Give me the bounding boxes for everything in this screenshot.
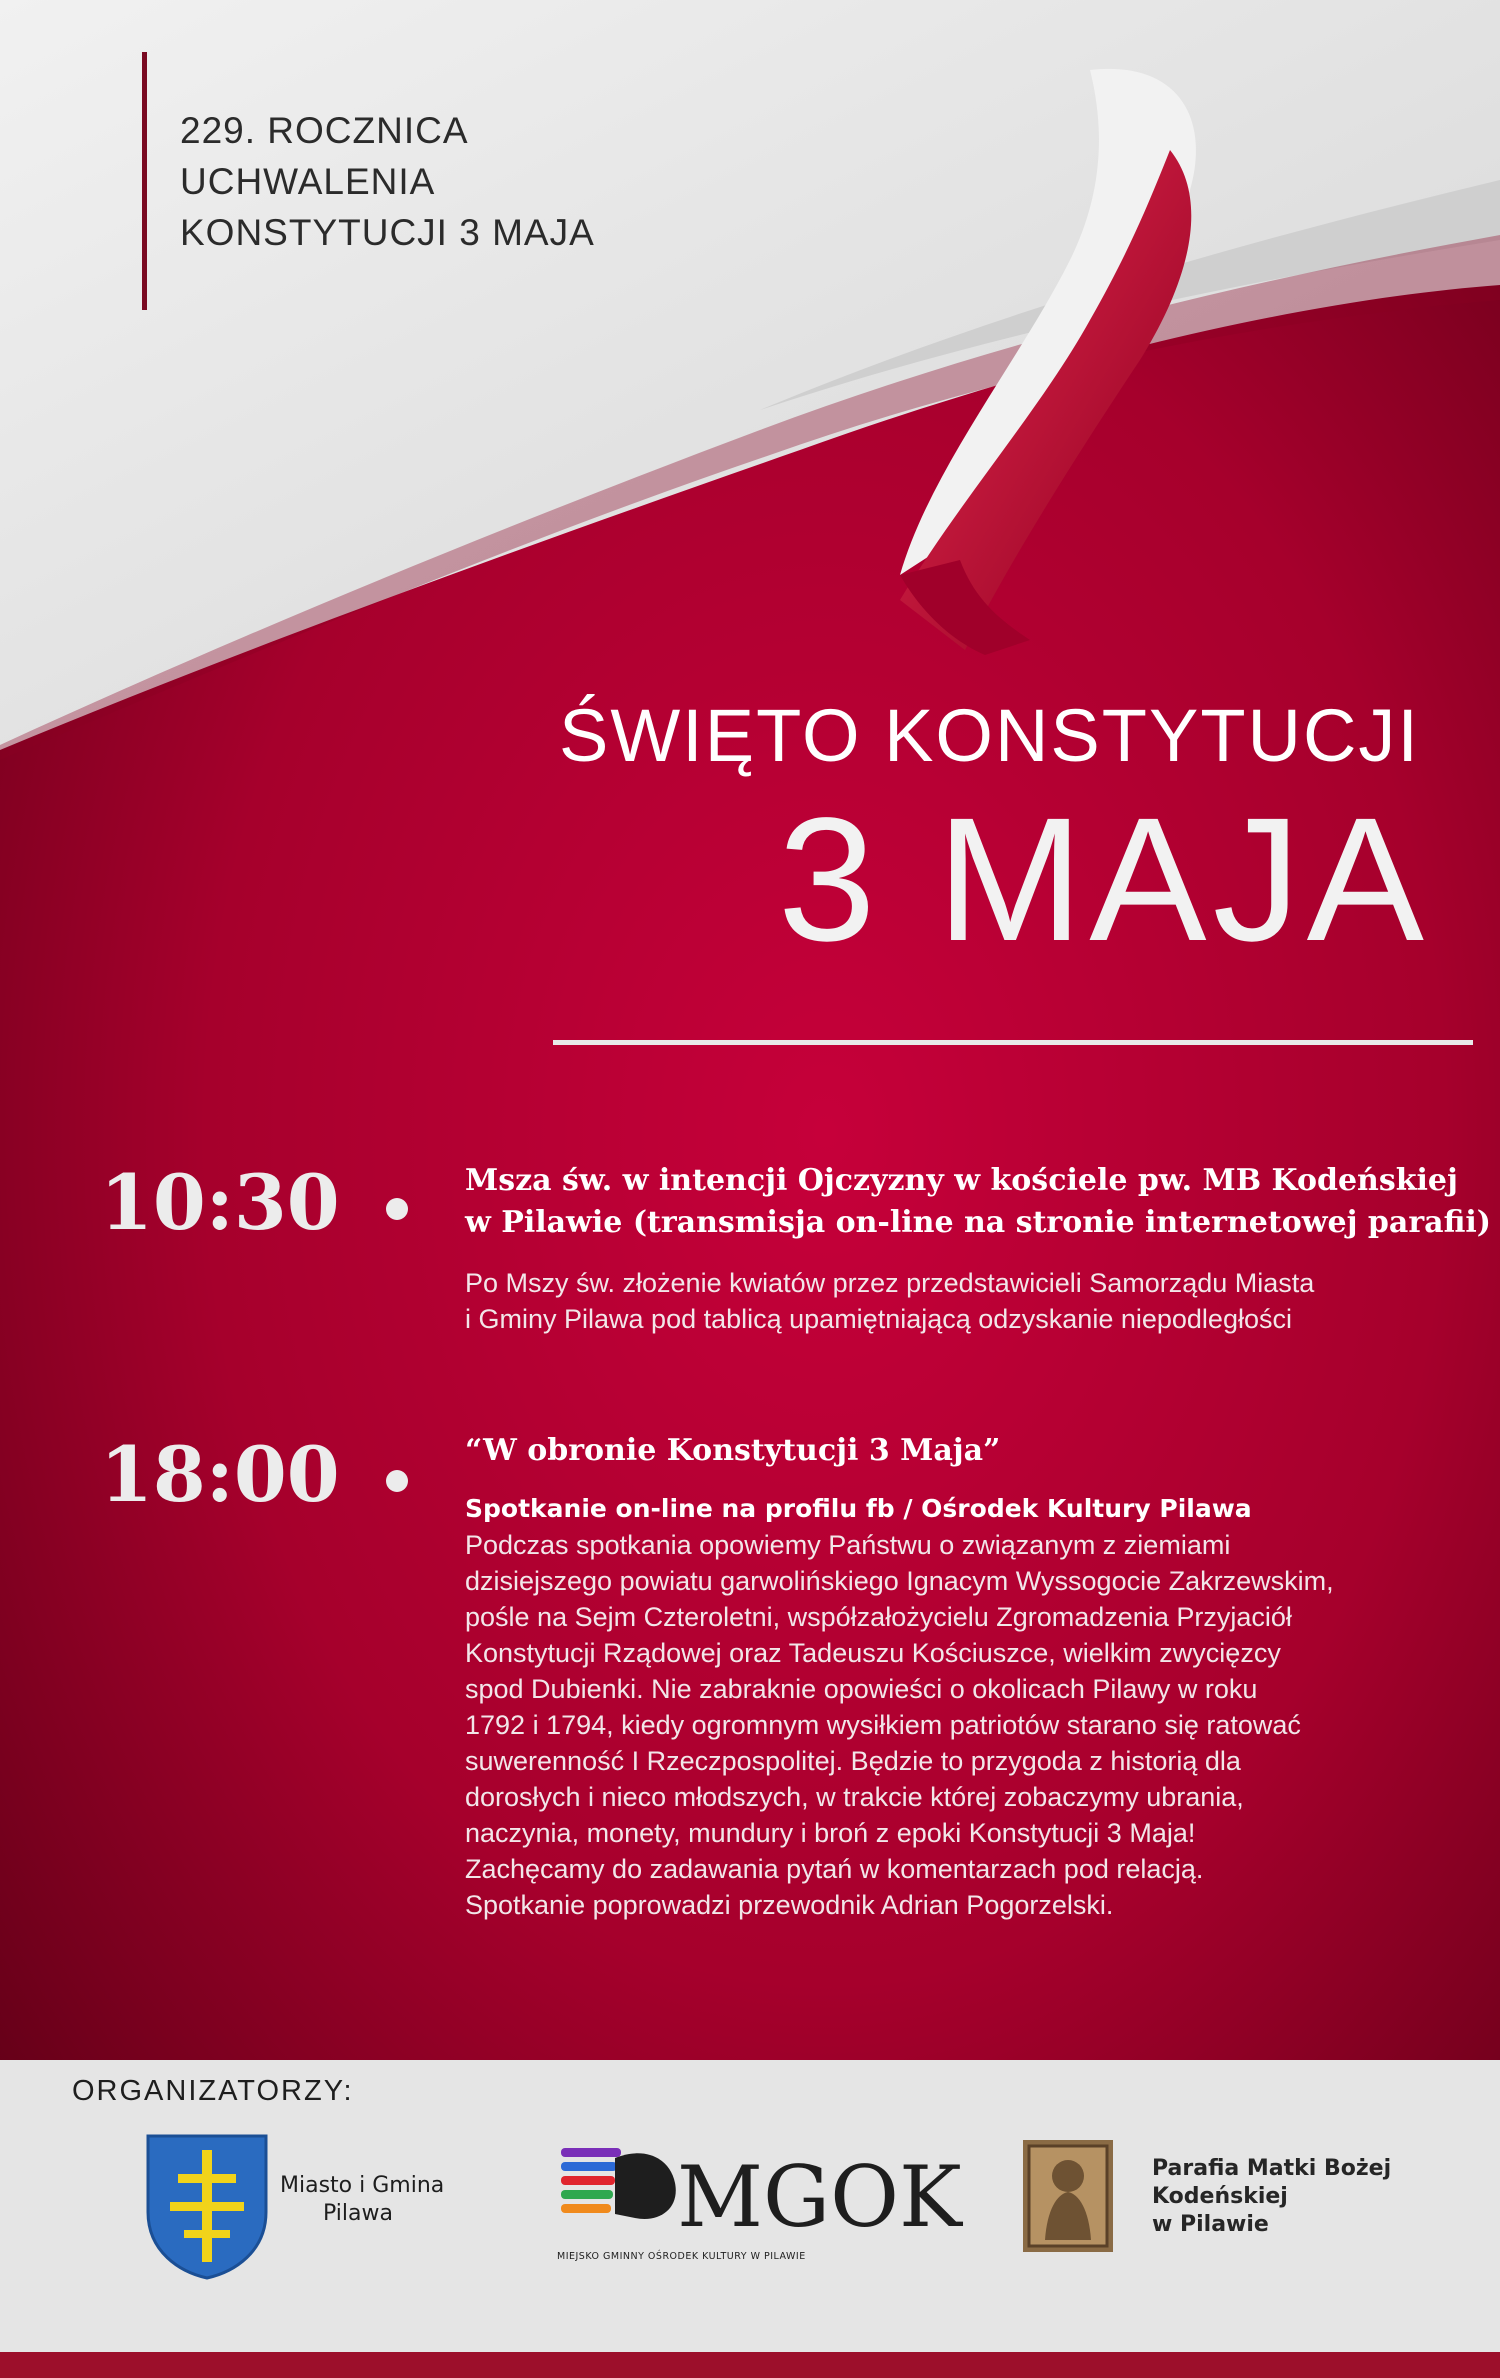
event-2-description xyxy=(465,1491,1334,1923)
event-1-text-line: i Gminy Pilawa pod tablicą upamiętniającą odzyskanie niepodległości xyxy=(465,1304,1292,1334)
org-2-caption: MIEJSKO GMINNY OŚRODEK KULTURY W PILAWIE xyxy=(557,2251,806,2262)
main-title-line-1: ŚWIĘTO KONSTYTUCJI xyxy=(558,694,1420,777)
mgok-logo-text: MGOK xyxy=(677,2148,962,2246)
event-1-title-line: w Pilawie (transmisja on-line na stronie internetowej parafii) xyxy=(465,1205,1491,1240)
title-divider xyxy=(553,1040,1473,1045)
org-3-name xyxy=(1152,2155,1391,2239)
event-2-title xyxy=(465,1430,1000,1472)
heading-line-2: UCHWALENIA xyxy=(180,160,436,202)
main-title-line-2: 3 MAJA xyxy=(777,782,1430,978)
event-2-subtitle: Spotkanie on-line na profilu fb / Ośrodek Kultury Pilawa xyxy=(465,1494,1252,1523)
heading-line-1: 229. ROCZNICA xyxy=(180,109,469,151)
event-1-title xyxy=(465,1160,1491,1244)
event-1-text-line: Po Mszy św. złożenie kwiatów przez przedstawicieli Samorządu Miasta xyxy=(465,1268,1315,1298)
event-2-text-line: dzisiejszego powiatu garwolińskiego Ignacym Wyssogocie Zakrzewskim, xyxy=(465,1566,1334,1596)
event-2-text-line: Zachęcamy do zadawania pytań w komentarzach pod relacją. xyxy=(465,1854,1204,1884)
organizers-label: ORGANIZATORZY: xyxy=(72,2075,354,2107)
parish-image-icon xyxy=(1023,2140,1113,2252)
org-1-line: Pilawa xyxy=(323,2201,393,2226)
event-2-text-line: naczynia, monety, mundury i broń z epoki Konstytucji 3 Maja! xyxy=(465,1818,1196,1848)
event-2-text-line: Konstytucji Rządowej oraz Tadeuszu Kościuszce, wielkim zwycięzcy xyxy=(465,1638,1281,1668)
event-1-description xyxy=(465,1265,1314,1337)
event-1-title-line: Msza św. w intencji Ojczyzny w kościele pw. MB Kodeńskiej xyxy=(465,1163,1458,1198)
event-2-text-line: pośle na Sejm Czteroletni, współzałożycielu Zgromadzenia Przyjaciół xyxy=(465,1602,1292,1632)
event-2-bullet xyxy=(386,1470,408,1492)
event-2-title-line: “W obronie Konstytucji 3 Maja” xyxy=(465,1433,1001,1468)
event-2-text-line: spod Dubienki. Nie zabraknie opowieści o okolicach Pilawy w roku xyxy=(465,1674,1258,1704)
org-3-line: w Pilawie xyxy=(1152,2212,1269,2237)
event-2-text-line: dorosłych i nieco młodszych, w trakcie której zobaczymy ubrania, xyxy=(465,1782,1244,1812)
event-2-text-line: Podczas spotkania opowiemy Państwu o związanym z ziemiami xyxy=(465,1530,1231,1560)
event-2-text-line: Spotkanie poprowadzi przewodnik Adrian Pogorzelski. xyxy=(465,1890,1114,1920)
mgok-hands-logo-icon xyxy=(555,2138,962,2246)
org-1-name xyxy=(280,2172,444,2228)
anniversary-heading xyxy=(142,52,595,310)
event-2-text-line: 1792 i 1794, kiedy ogromnym wysiłkiem patriotów starano się ratować xyxy=(465,1710,1301,1740)
org-3-line: Kodeńskiej xyxy=(1152,2184,1288,2209)
org-1-line: Miasto i Gmina xyxy=(280,2173,445,2198)
coat-of-arms-icon xyxy=(144,2132,270,2282)
event-2-text-line: suwerenność I Rzeczpospolitej. Będzie to przygoda z historią dla xyxy=(465,1746,1241,1776)
event-1-time: 10:30 xyxy=(100,1158,340,1247)
heading-line-3: KONSTYTUCJI 3 MAJA xyxy=(180,211,595,253)
event-1-bullet xyxy=(386,1198,408,1220)
org-3-line: Parafia Matki Bożej xyxy=(1152,2156,1392,2181)
event-2-time: 18:00 xyxy=(100,1430,340,1519)
footer-bottom-band xyxy=(0,2352,1500,2378)
